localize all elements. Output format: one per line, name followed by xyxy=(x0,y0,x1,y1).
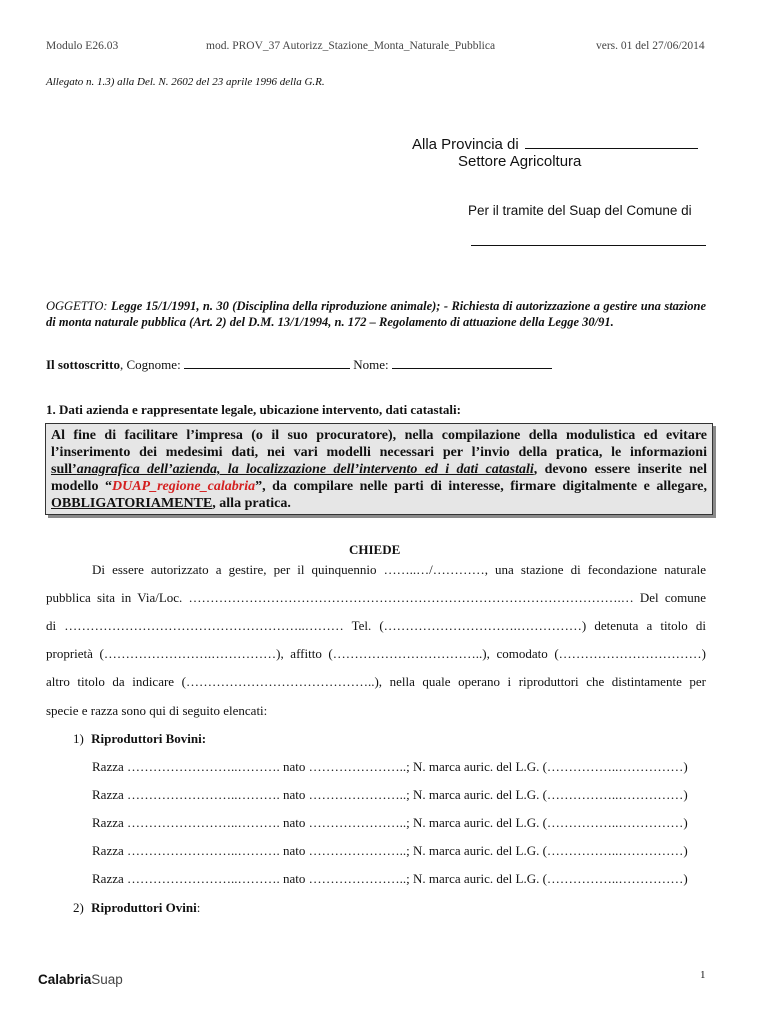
bovini-row[interactable]: Razza ……………………..………. nato …………………..; N. marca auric. del L.G. (……………..……………) xyxy=(92,843,688,858)
notice-underline-italic: anagrafica dell’azienda, la localizzazione dell’intervento ed i dati catastali xyxy=(76,462,534,477)
ovini-title: Riproduttori Ovini xyxy=(91,900,197,915)
section-1-title: 1. Dati azienda e rappresentate legale, ubicazione intervento, dati catastali: xyxy=(46,402,461,417)
recipient-tramite: Per il tramite del Suap del Comune di xyxy=(468,203,692,218)
allegato-reference: Allegato n. 1.3) alla Del. N. 2602 del 23 aprile 1996 della G.R. xyxy=(46,76,325,88)
body-line-1 xyxy=(92,562,706,578)
ovini-colon: : xyxy=(196,900,201,915)
oggetto-text: Legge 15/1/1991, n. 30 (Disciplina della riproduzione animale); - Richiesta di autorizzazione a gestire una stazione di monta naturale pubblica (Art. 2) del D.M. 13/1/1994, n. 172 – Regolamento di attuazione della Legge 30/91. xyxy=(46,299,706,329)
body-line-5 xyxy=(46,674,706,690)
nome-field[interactable] xyxy=(392,357,552,369)
recipient-provincia xyxy=(412,135,698,153)
duap-model-name: DUAP_regione_calabria xyxy=(111,479,256,494)
calabriasuap-logo xyxy=(38,972,123,987)
ovini-heading xyxy=(73,900,200,916)
notice-box xyxy=(45,423,713,515)
body-line-3-text: di ………………………………………………..……… Tel. (………………………….……………) detenuta a titolo di xyxy=(46,618,706,633)
cognome-field[interactable] xyxy=(184,357,350,369)
bovini-title: Riproduttori Bovini: xyxy=(91,731,207,746)
notice-underline-1: sull’ xyxy=(51,462,77,477)
body-line-6: specie e razza sono qui di seguito elencati: xyxy=(46,703,268,718)
provincia-label: Alla Provincia di xyxy=(412,136,519,153)
notice-text-1: Al fine di facilitare l’impresa (o il suo procuratore), nella compilazione della modulistica ed evitare l’inserimento dei medesimi dati, nei vari modelli necessari per l’invio della pratica, le informazioni xyxy=(51,428,707,460)
notice-obbligatoriamente: OBBLIGATORIAMENTE xyxy=(51,496,213,511)
ovini-number: 2) xyxy=(73,900,84,915)
oggetto-paragraph xyxy=(46,298,706,330)
body-line-3 xyxy=(46,618,706,634)
notice-text-3: ”, da compilare nelle parti di interesse, firmare digitalmente e allegare, xyxy=(255,479,707,494)
oggetto-label: OGGETTO: xyxy=(46,299,108,313)
comune-blank-line[interactable] xyxy=(471,245,706,246)
provincia-blank-line[interactable] xyxy=(525,135,698,149)
cognome-label: , Cognome: xyxy=(120,357,181,372)
chiede-heading: CHIEDE xyxy=(349,542,401,557)
bovini-row[interactable]: Razza ……………………..………. nato …………………..; N. marca auric. del L.G. (……………..……………) xyxy=(92,815,688,830)
sottoscritto-line xyxy=(46,357,552,373)
notice-text-4: , alla pratica. xyxy=(212,496,291,511)
header-module-name: mod. PROV_37 Autorizz_Stazione_Monta_Naturale_Pubblica xyxy=(206,40,496,52)
body-line-1-text: Di essere autorizzato a gestire, per il quinquennio ……..…/…………, una stazione di fecondazione naturale xyxy=(92,562,706,577)
body-line-2-text: pubblica sita in Via/Loc. ……………………………………………………………………………………….… Del comune xyxy=(46,590,706,605)
bovini-row[interactable]: Razza ……………………..………. nato …………………..; N. marca auric. del L.G. (……………..……………) xyxy=(92,787,688,802)
body-line-5-text: altro titolo da indicare (……………………………………..), nella quale operano i riproduttori che distintamente per xyxy=(46,674,706,689)
body-line-4-text: proprietà (…………………….……………), affitto (……………………………..), comodato (……………………………) xyxy=(46,646,706,661)
bovini-row[interactable]: Razza ……………………..………. nato …………………..; N. marca auric. del L.G. (……………..……………) xyxy=(92,871,688,886)
recipient-settore: Settore Agricoltura xyxy=(458,153,582,170)
bovini-row[interactable]: Razza ……………………..………. nato …………………..; N. marca auric. del L.G. (……………..……………) xyxy=(92,759,688,774)
logo-bold-part: Calabria xyxy=(38,972,92,987)
page-number: 1 xyxy=(700,969,706,981)
body-line-4 xyxy=(46,646,706,662)
notice-text-2: , devono essere inserite nel modello “ xyxy=(51,462,707,494)
logo-light-part: Suap xyxy=(91,972,123,987)
body-line-2 xyxy=(46,590,706,606)
header-version: vers. 01 del 27/06/2014 xyxy=(596,40,705,52)
bovini-number: 1) xyxy=(73,731,84,746)
bovini-heading xyxy=(73,731,206,747)
nome-label: Nome: xyxy=(353,357,389,372)
header-module-code: Modulo E26.03 xyxy=(46,40,119,52)
sottoscritto-label: Il sottoscritto xyxy=(46,357,121,372)
